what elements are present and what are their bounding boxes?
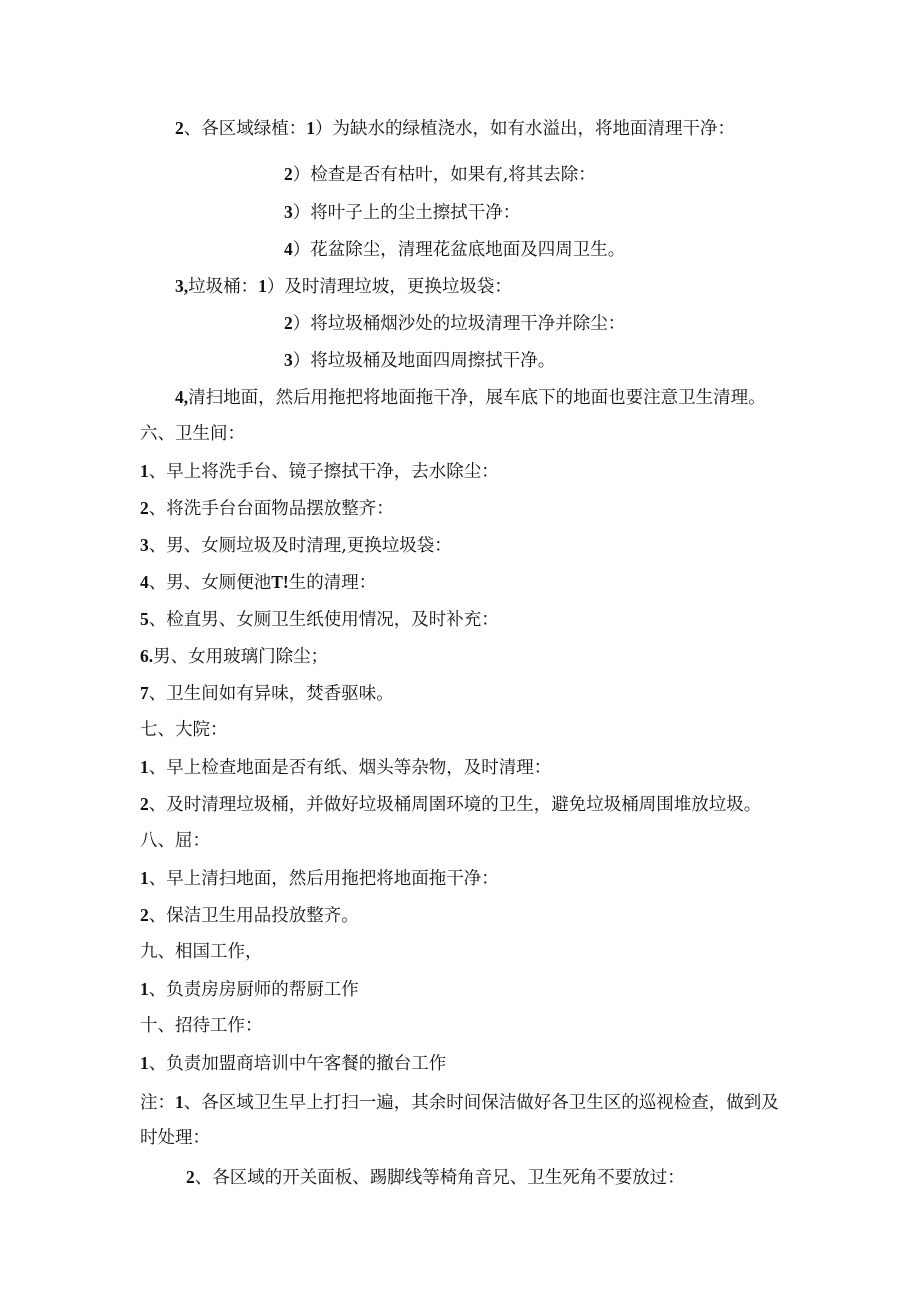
section-heading-10: 十、招待工作： [140, 1016, 263, 1036]
section-heading-8: 八、屈： [140, 831, 210, 851]
list-item: 1、负责房房厨师的帮厨工作 [140, 979, 359, 1000]
list-item: 6.男、女用玻璃门除尘； [140, 646, 329, 667]
text-line-floor: 4,清扫地面，然后用拖把将地面拖干净，展车底下的地面也要注意卫生清理。 [175, 387, 766, 408]
text-line-greenery-4: 4）花盆除尘，清理花盆底地面及四周卫生。 [284, 239, 626, 260]
section-heading-restroom: 六、卫生间： [140, 424, 245, 444]
text-line-greenery-2: 2）检查是否有枯叶，如果有,将其去除： [284, 164, 596, 185]
list-item: 2、保洁卫生用品投放整齐。 [140, 905, 359, 926]
text-line-greenery: 2、各区域绿植：1）为缺水的绿植浇水，如有水溢出，将地面清理干净： [175, 118, 735, 139]
list-item: 1、早上将洗手台、镜子擦拭干净，去水除尘： [140, 461, 499, 482]
list-item: 3、男、女厕垃圾及时清理,更换垃圾袋： [140, 535, 452, 556]
note-line-2: 2、各区域的开关面板、踢脚线等椅角音兄、卫生死角不要放过： [186, 1167, 685, 1188]
list-item: 1、早上清扫地面，然后用拖把将地面拖干净： [140, 868, 499, 889]
list-item: 2、及时清理垃圾桶，并做好垃圾桶周圉环境的卫生，避免垃圾桶周围堆放垃圾。 [140, 794, 762, 815]
note-line-1: 注：1、各区域卫生早上打扫一遍，其余时间保洁做好各卫生区的巡视检查，做到及 [140, 1092, 779, 1113]
list-item: 4、男、女厕便池T!生的清理： [140, 572, 377, 593]
list-item: 7、卫生间如有异味，焚香驱味。 [140, 683, 394, 704]
text-line-trash-bin-3: 3）将垃圾桶及地面四周擦拭干净。 [284, 350, 556, 371]
list-item: 2、将洗手台台面物品摆放整齐： [140, 498, 394, 519]
list-item: 1、负责加盟商培训中午客餐的撤台工作 [140, 1053, 447, 1074]
text-line-trash-bin-2: 2）将垃圾桶烟沙处的垃圾清理干净并除尘： [284, 313, 626, 334]
list-item: 1、早上检查地面是否有纸、烟头等杂物，及时清理： [140, 757, 552, 778]
list-item: 5、检直男、女厕卫生纸使用情况，及时补充： [140, 609, 499, 630]
note-line-1-cont: 时处理： [140, 1128, 210, 1148]
section-heading-courtyard: 七、大院： [140, 720, 228, 740]
section-heading-9: 九、相国工作， [140, 942, 263, 962]
text-line-trash-bin: 3,垃圾桶：1）及时清理垃坡，更换垃圾袋： [175, 276, 512, 297]
text-line-greenery-3: 3）将叶子上的尘土擦拭干净： [284, 202, 521, 223]
